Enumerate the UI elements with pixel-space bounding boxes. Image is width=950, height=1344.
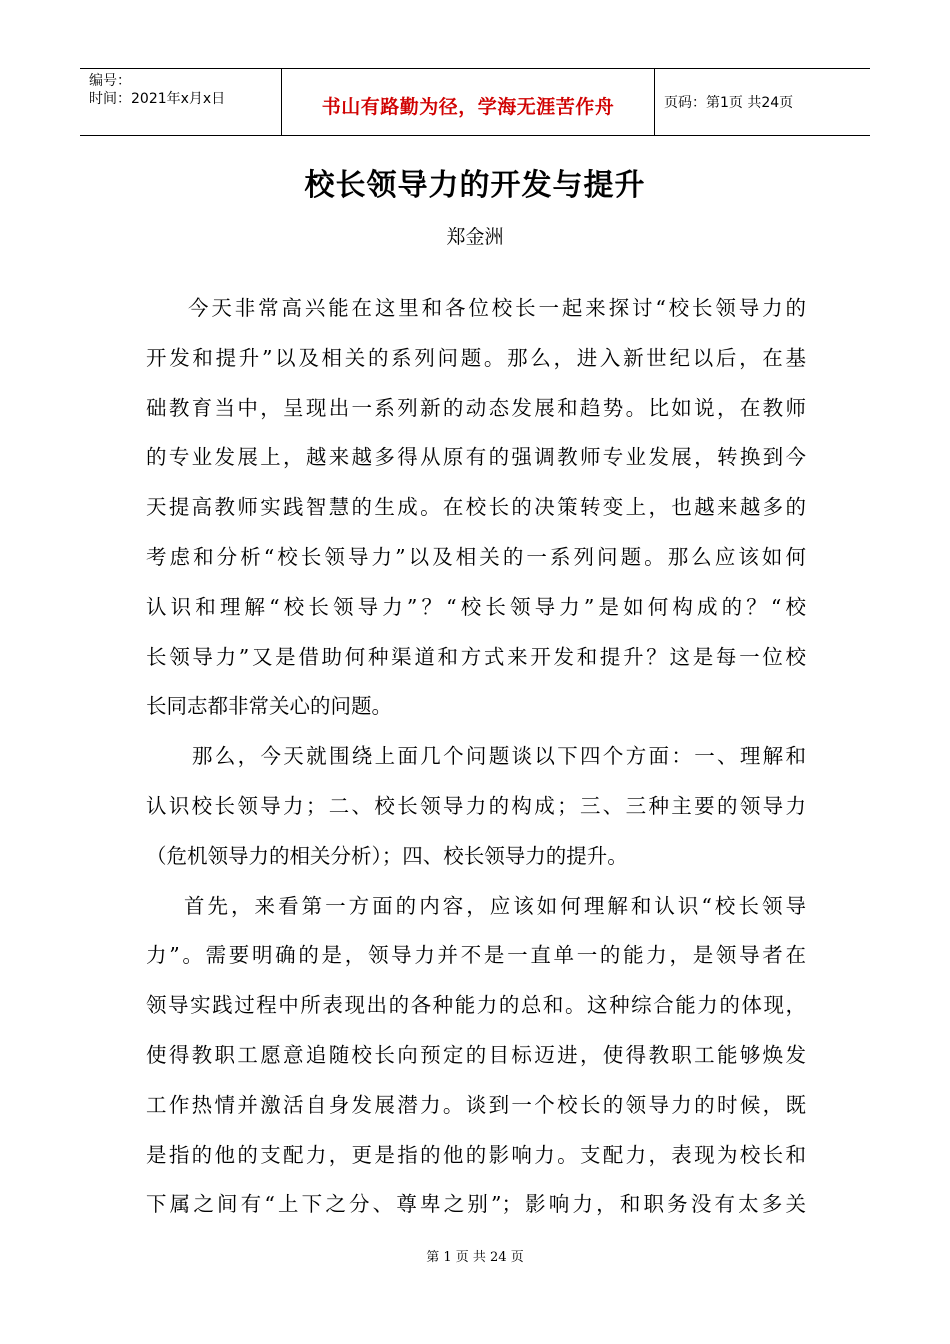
text-line: 考虑和分析“校长领导力”以及相关的一系列问题。那么应该如何 <box>146 544 806 569</box>
text-line: 工作热情并激活自身发展潜力。谈到一个校长的领导力的时候，既 <box>146 1092 806 1117</box>
text-line: 今天非常高兴能在这里和各位校长一起来探讨“校长领导力的 <box>188 296 806 320</box>
text-line: 认识校长领导力；二、校长领导力的构成；三、三种主要的领导力 <box>146 793 806 818</box>
text-line: 长同志都非常关心的问题。 <box>146 694 392 719</box>
document-number-label: 编号： <box>89 73 131 89</box>
header-motto: 书山有路勤为径，学海无涯苦作舟 <box>281 69 655 135</box>
document-title: 校长领导力的开发与提升 <box>304 168 646 203</box>
header-page-info: 页码：第1页 共24页 <box>664 95 794 111</box>
text-line: 长领导力”又是借助何种渠道和方式来开发和提升？这是每一位校 <box>146 644 806 669</box>
document-author: 郑金洲 <box>446 226 504 248</box>
text-line: 首先，来看第一方面的内容，应该如何理解和认识“校长领导 <box>184 893 806 918</box>
text-line: 础教育当中，呈现出一系列新的动态发展和趋势。比如说，在教师 <box>146 395 806 420</box>
text-line: 领导实践过程中所表现出的各种能力的总和。这种综合能力的体现， <box>146 993 806 1018</box>
text-line: 那么，今天就围绕上面几个问题谈以下四个方面：一、理解和 <box>192 744 806 769</box>
page-footer: 第 1 页 共 24 页 <box>426 1250 524 1265</box>
header-meta-cell <box>80 69 281 135</box>
text-line: 使得教职工愿意追随校长向预定的目标迈进，使得教职工能够焕发 <box>146 1042 806 1067</box>
text-line: 认识和理解“校长领导力”？“校长领导力”是如何构成的？“校 <box>146 594 806 619</box>
text-line: （危机领导力的相关分析）；四、校长领导力的提升。 <box>146 843 628 868</box>
header-table <box>80 68 870 136</box>
body-text <box>146 288 806 1234</box>
text-line: 天提高教师实践智慧的生成。在校长的决策转变上，也越来越多的 <box>146 495 806 520</box>
text-line: 力”。需要明确的是，领导力并不是一直单一的能力，是领导者在 <box>146 943 806 968</box>
text-line: 开发和提升”以及相关的系列问题。那么，进入新世纪以后，在基 <box>146 345 806 370</box>
text-line: 下属之间有“上下之分、尊卑之别”；影响力，和职务没有太多关 <box>146 1192 806 1217</box>
text-line: 的专业发展上，越来越多得从原有的强调教师专业发展，转换到今 <box>146 445 806 470</box>
document-time-label: 时间：2021年x月x日 <box>89 91 226 107</box>
text-line: 是指的他的支配力，更是指的他的影响力。支配力，表现为校长和 <box>146 1142 806 1167</box>
